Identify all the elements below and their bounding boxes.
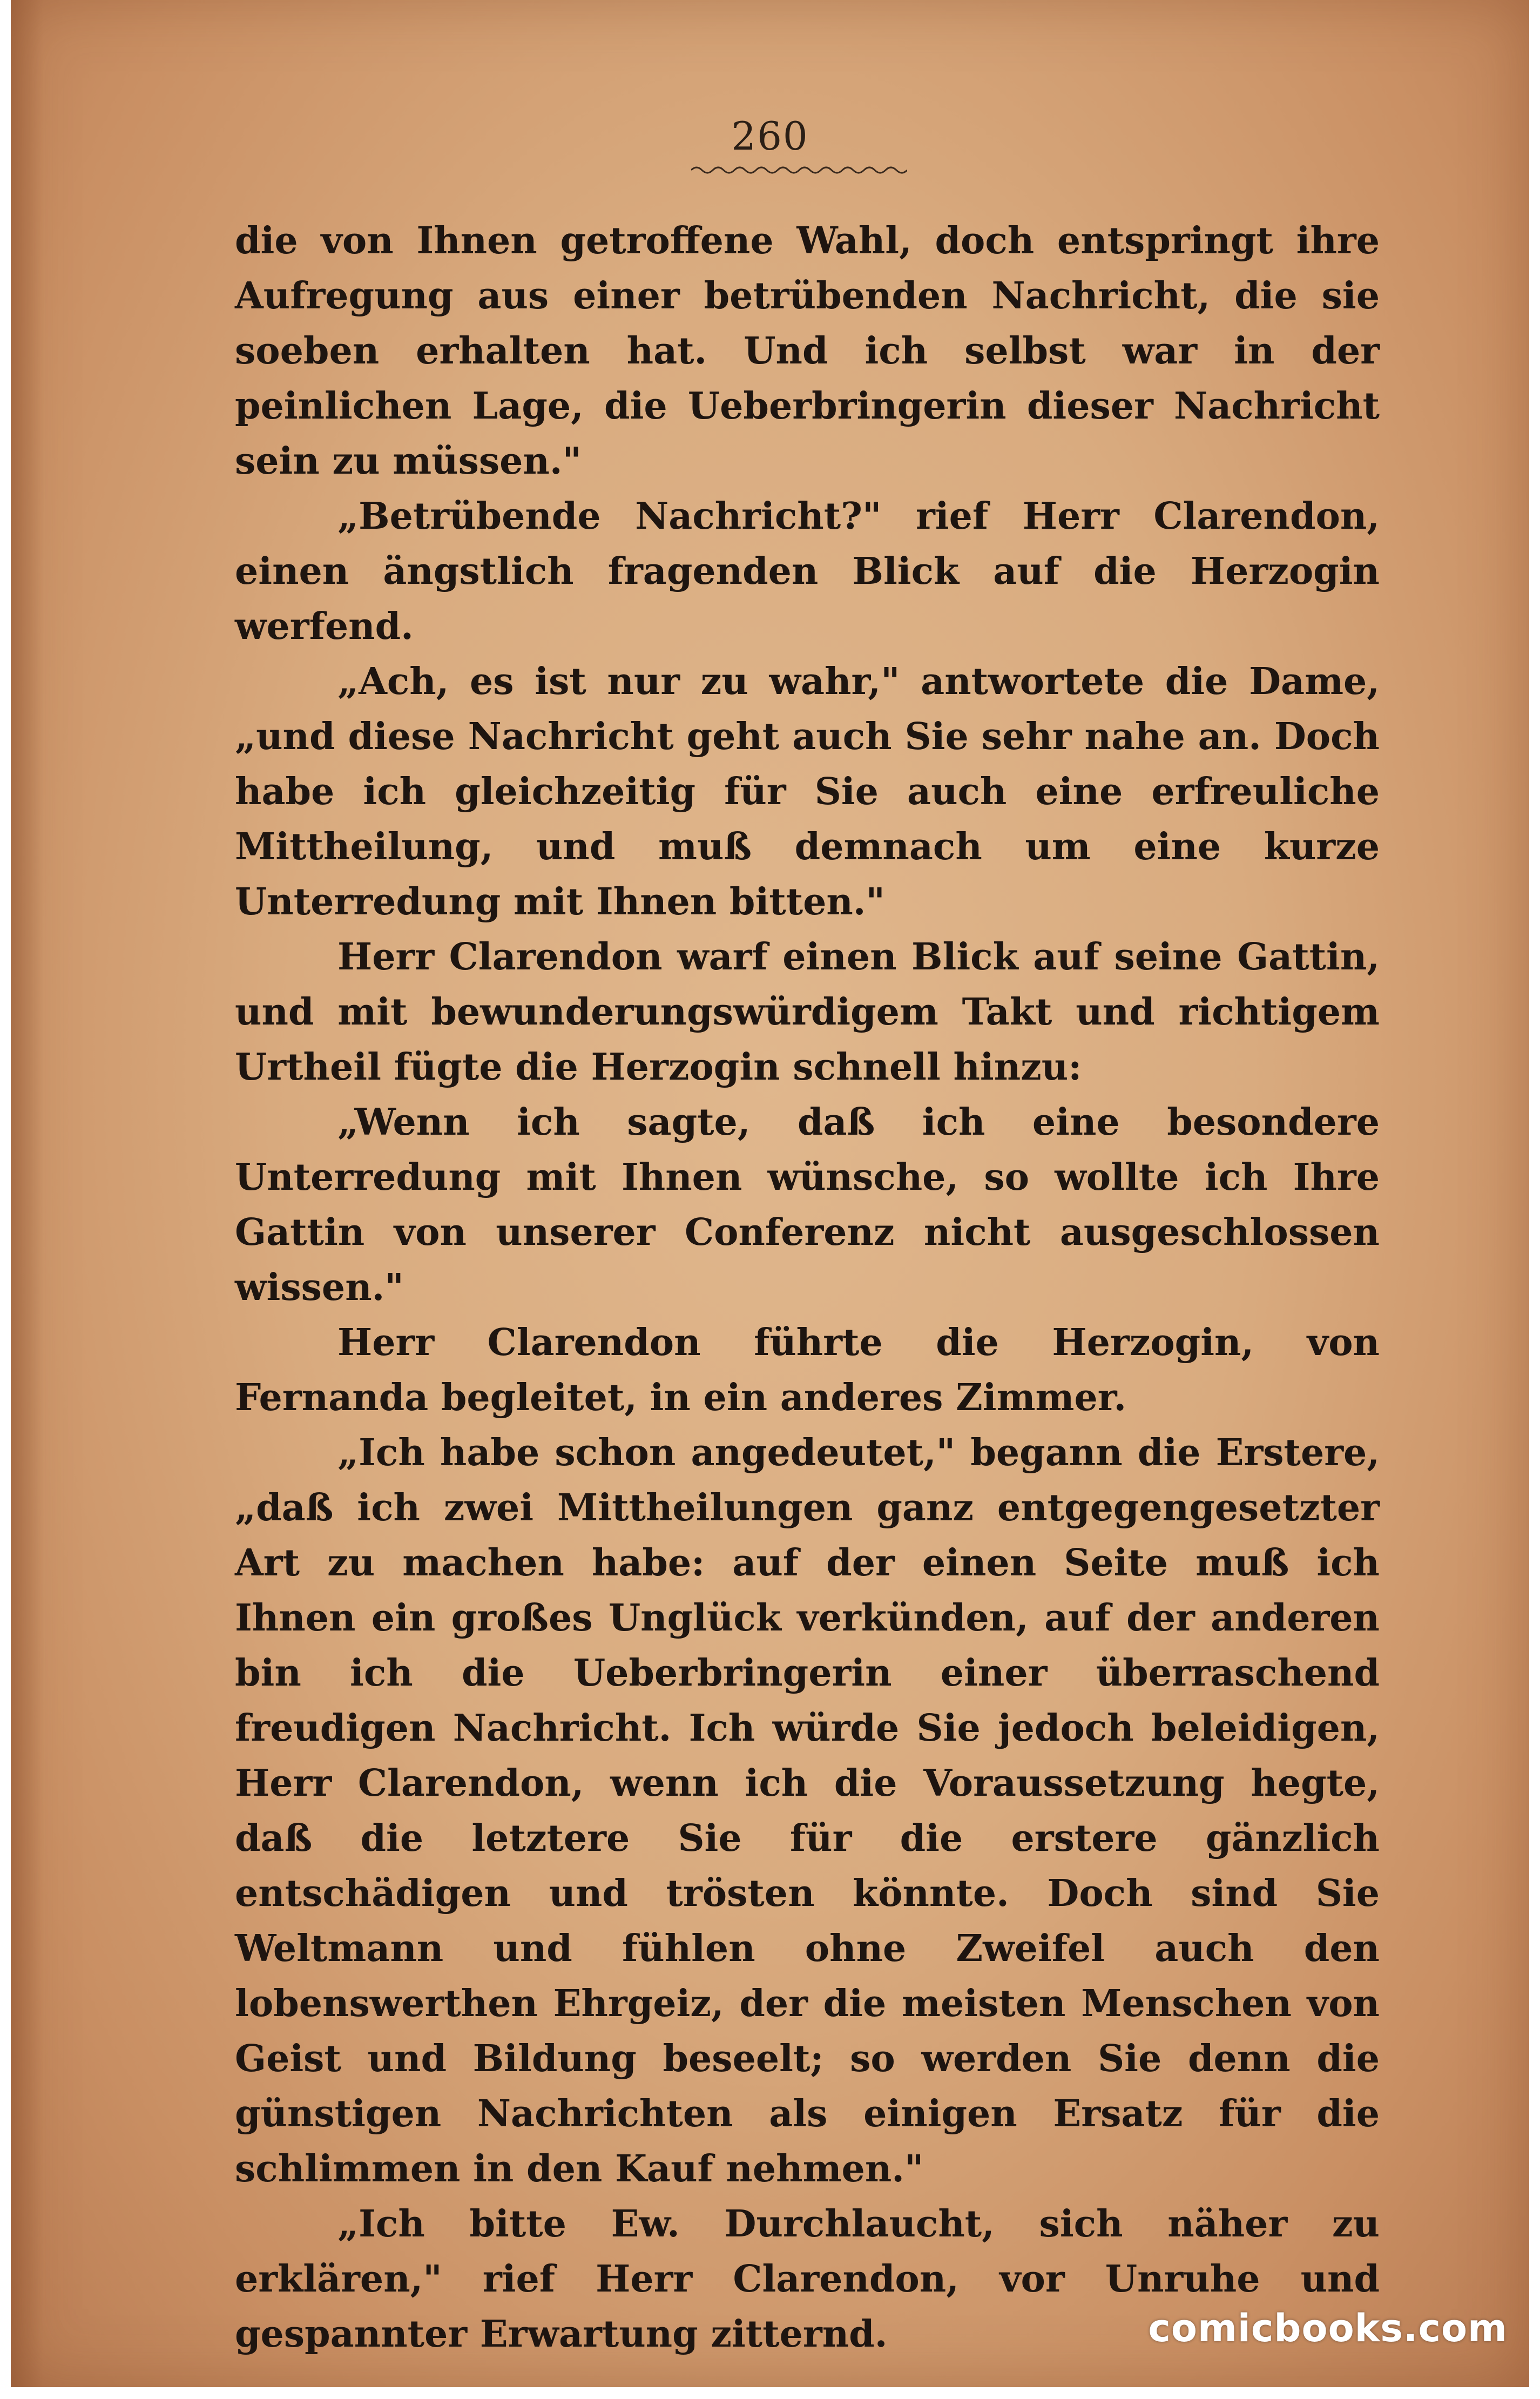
book-page	[11, 0, 1529, 2387]
paragraph: „Ich bitte Ew. Durchlaucht, sich näher zu erklären," rief Herr Clarendon, vor Unruhe und gespannter Erwartung zitternd.	[235, 2202, 1380, 2356]
paragraph: „Ach, es ist nur zu wahr," antwortete die Dame, „und diese Nachricht geht auch Sie sehr nahe an. Doch habe ich gleichzeitig für Sie auch eine erfreuliche Mittheilung, und muß demnach um eine kurze Unterredung mit Ihnen bitten."	[235, 660, 1380, 924]
paragraph: „Ich habe schon angedeutet," begann die Erstere, „daß ich zwei Mittheilungen ganz entgegengesetzter Art zu machen habe: auf der einen Seite muß ich Ihnen ein großes Unglück verkünden, auf der anderen bin ich die Ueberbringerin einer überraschend freudigen Nachricht. Ich würde Sie jedoch beleidigen, Herr Clarendon, wenn ich die Voraussetzung hegte, daß die letztere Sie für die erstere gänzlich entschädigen und trösten könnte. Doch sind Sie Weltmann und fühlen ohne Zweifel auch den lobenswerthen Ehrgeiz, der die meisten Menschen von Geist und Bildung beseelt; so werden Sie denn die günstigen Nachrichten als einigen Ersatz für die schlimmen in den Kauf nehmen."	[235, 1431, 1380, 2191]
watermark-label: comicbooks.com	[1148, 2306, 1508, 2350]
page-edge-shadow	[11, 0, 43, 2387]
paragraph: „Betrübende Nachricht?" rief Herr Clarendon, einen ängstlich fragenden Blick auf die Herzogin werfend.	[235, 495, 1380, 648]
body-text	[235, 213, 1380, 2362]
ornament-divider	[691, 162, 907, 178]
page-number: 260	[731, 113, 809, 159]
paragraph: Herr Clarendon führte die Herzogin, von Fernanda begleitet, in ein anderes Zimmer.	[235, 1321, 1380, 1419]
paragraph: die von Ihnen getroffene Wahl, doch entspringt ihre Aufregung aus einer betrübenden Nachricht, die sie soeben erhalten hat. Und ich selbst war in der peinlichen Lage, die Ueberbringerin dieser Nachricht sein zu müssen."	[235, 219, 1380, 483]
paragraph: „Wenn ich sagte, daß ich eine besondere Unterredung mit Ihnen wünsche, so wollte ich Ihre Gattin von unserer Conferenz nicht ausgeschlossen wissen."	[235, 1101, 1380, 1309]
paragraph: Herr Clarendon warf einen Blick auf seine Gattin, und mit bewunderungswürdigem Takt und richtigem Urtheil fügte die Herzogin schnell hinzu:	[235, 935, 1380, 1089]
